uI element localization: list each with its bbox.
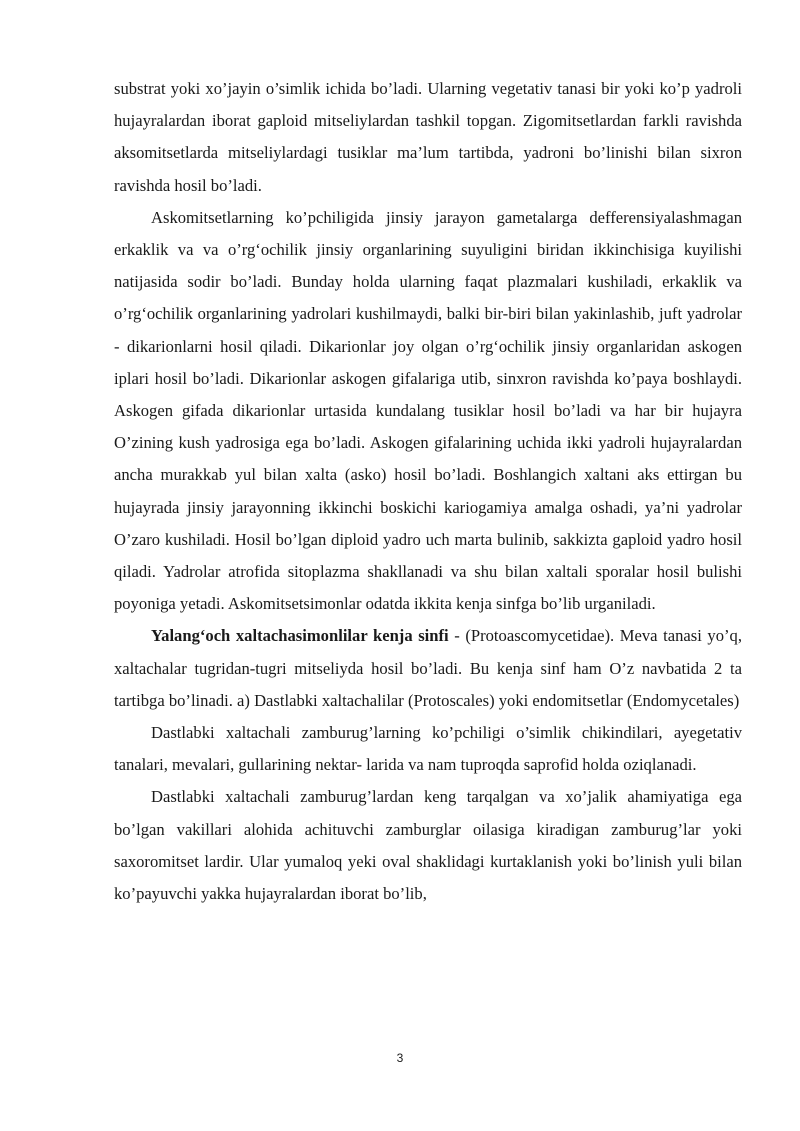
paragraph-2 bbox=[114, 202, 742, 621]
paragraph-1 bbox=[114, 73, 742, 202]
body-text bbox=[114, 73, 742, 910]
page-number: 3 bbox=[396, 1051, 404, 1065]
paragraph-4-text: Dastlabki xaltachali zamburug’larning ko’pchiligi o’simlik chikindilari, ayegetativ tanalari, mevalari, gullarining nektar- larida va nam tuproqda saprofid holda oziqlanadi. bbox=[114, 723, 742, 775]
paragraph-3-text: - (Protoascomycetidae). Meva tanasi yo’q, xaltachalar tugridan-tugri mitseliyda hosil bo’ladi. Bu kenja sinf ham O’z navbatida 2 ta tartibga bo’linadi. a) Dastlabki xaltachalilar (Protoscales) yoki endomitsetlar (Endomycetales) bbox=[114, 626, 742, 710]
paragraph-2-text: Askomitsetlarning ko’pchiligida jinsiy jarayon gametalarga defferensiyalashmagan erkaklik va va o’rg‘ochilik jinsiy organlarining suyuligini biridan ikkinchisiga kuyilishi natijasida sodir bo’ladi. Bunday holda ularning faqat plazmalari kushiladi, erkaklik va o’rg‘ochilik organlarining yadrolari kushilmaydi, balki bir-biri bilan yakinlashib, juft yadrolar - dikarionlarni hosil qiladi. Dikarionlar joy olgan o’rg‘ochilik jinsiy organlaridan askogen iplari hosil bo’ladi. Dikarionlar askogen gifalariga utib, sinxron ravishda ko’paya boshlaydi. Askogen gifada dikarionlar urtasida kundalang tusiklar hosil bo’ladi va har bir hujayra O’zining kush yadrosiga ega bo’ladi. Askogen gifalarining uchida ikki yadroli hujayralardan ancha murakkab yul bilan xalta (asko) hosil bo’ladi. Boshlangich xaltani aks ettirgan bu hujayrada jinsiy jarayonning ikkinchi boskichi kariogamiya amalga oshadi, ya’ni yadrolar O’zaro kushiladi. Hosil bo’lgan diploid yadro uch marta bulinib, sakkizta gaploid yadro hosil qiladi. Yadrolar atrofida sitoplazma shakllanadi va shu bilan xaltali sporalar hosil bulishi poyoniga yetadi. Askomitsetsimonlar odatda ikkita kenja sinfga bo’lib urganiladi. bbox=[114, 207, 742, 614]
paragraph-5 bbox=[114, 781, 742, 910]
paragraph-1-text: substrat yoki xo’jayin o’simlik ichida bo’ladi. Ularning vegetativ tanasi bir yoki ko’p yadroli hujayralardan iborat gaploid mitseliylardan tashkil topgan. Zigomitsetlardan farkli ravishda aksomitsetlarda mitseliylardagi tusiklar ma’lum tartibda, yadroni bo’linishi bilan sixron ravishda hosil bo’ladi. bbox=[114, 79, 742, 195]
paragraph-5-text: Dastlabki xaltachali zamburug’lardan keng tarqalgan va xo’jalik ahamiyatiga ega bo’lgan vakillari alohida achituvchi zamburglar oilasiga kiradigan zamburug’lar yoki saxoromitset lardir. Ular yumaloq yeki oval shaklidagi kurtaklanish yoki bo’linish yuli bilan ko’payuvchi yakka hujayralardan iborat bo’lib, bbox=[114, 787, 742, 904]
paragraph-3 bbox=[114, 620, 742, 717]
paragraph-4 bbox=[114, 717, 742, 781]
subclass-heading: Yalang‘och xaltachasimonlilar kenja sinfi bbox=[151, 626, 449, 646]
